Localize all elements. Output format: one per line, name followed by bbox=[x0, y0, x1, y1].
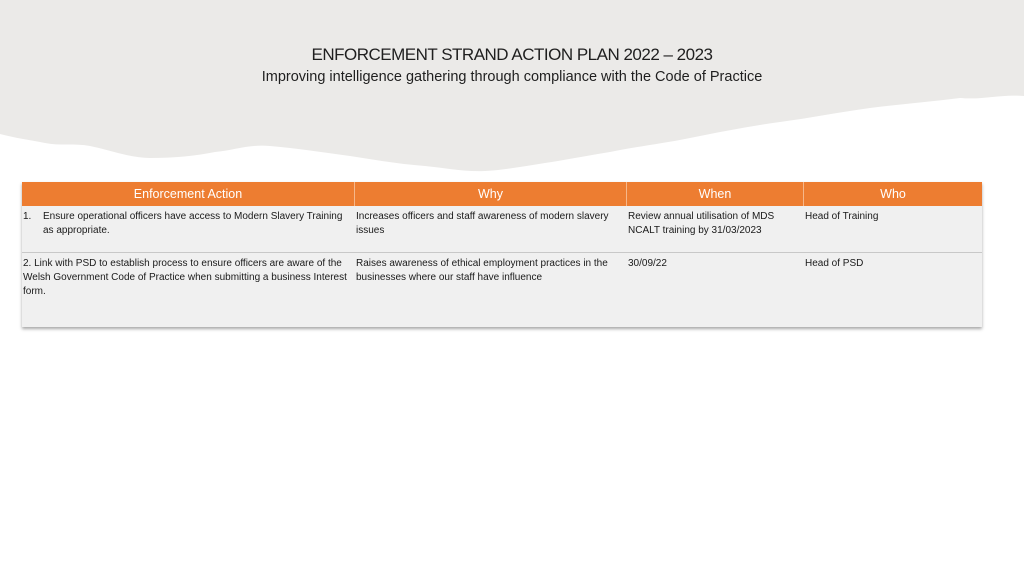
row-number: 1. bbox=[23, 211, 32, 222]
column-header-when: When bbox=[627, 182, 804, 206]
title-block bbox=[0, 44, 1024, 88]
cell-who: Head of Training bbox=[805, 211, 879, 222]
torn-paper-shape bbox=[0, 0, 1024, 190]
action-plan-table bbox=[22, 182, 982, 327]
column-header-who: Who bbox=[880, 187, 906, 201]
cell-action: 2. Link with PSD to establish process to ensure officers are aware of the Welsh Government Code of Practice when submitting a business Interest form. bbox=[23, 258, 347, 297]
page-title: ENFORCEMENT STRAND ACTION PLAN 2022 – 2023 bbox=[311, 45, 713, 64]
table-row bbox=[22, 253, 982, 327]
cell-why: Increases officers and staff awareness of modern slavery issues bbox=[356, 211, 609, 236]
column-header-why: Why bbox=[355, 182, 627, 206]
cell-when: Review annual utilisation of MDS NCALT training by 31/03/2023 bbox=[628, 211, 775, 236]
cell-action bbox=[22, 206, 355, 252]
cell-when: 30/09/22 bbox=[628, 258, 667, 269]
header-background bbox=[0, 0, 1024, 190]
cell-why: Raises awareness of ethical employment practices in the businesses where our staff have influence bbox=[356, 258, 608, 283]
table-header-row bbox=[22, 182, 982, 206]
page-subtitle: Improving intelligence gathering through compliance with the Code of Practice bbox=[261, 69, 763, 85]
table-row bbox=[22, 206, 982, 253]
cell-who: Head of PSD bbox=[805, 258, 864, 269]
column-header-enforcement-action: Enforcement Action bbox=[22, 182, 355, 206]
action-text: Ensure operational officers have access to Modern Slavery Training as appropriate. bbox=[43, 211, 343, 236]
